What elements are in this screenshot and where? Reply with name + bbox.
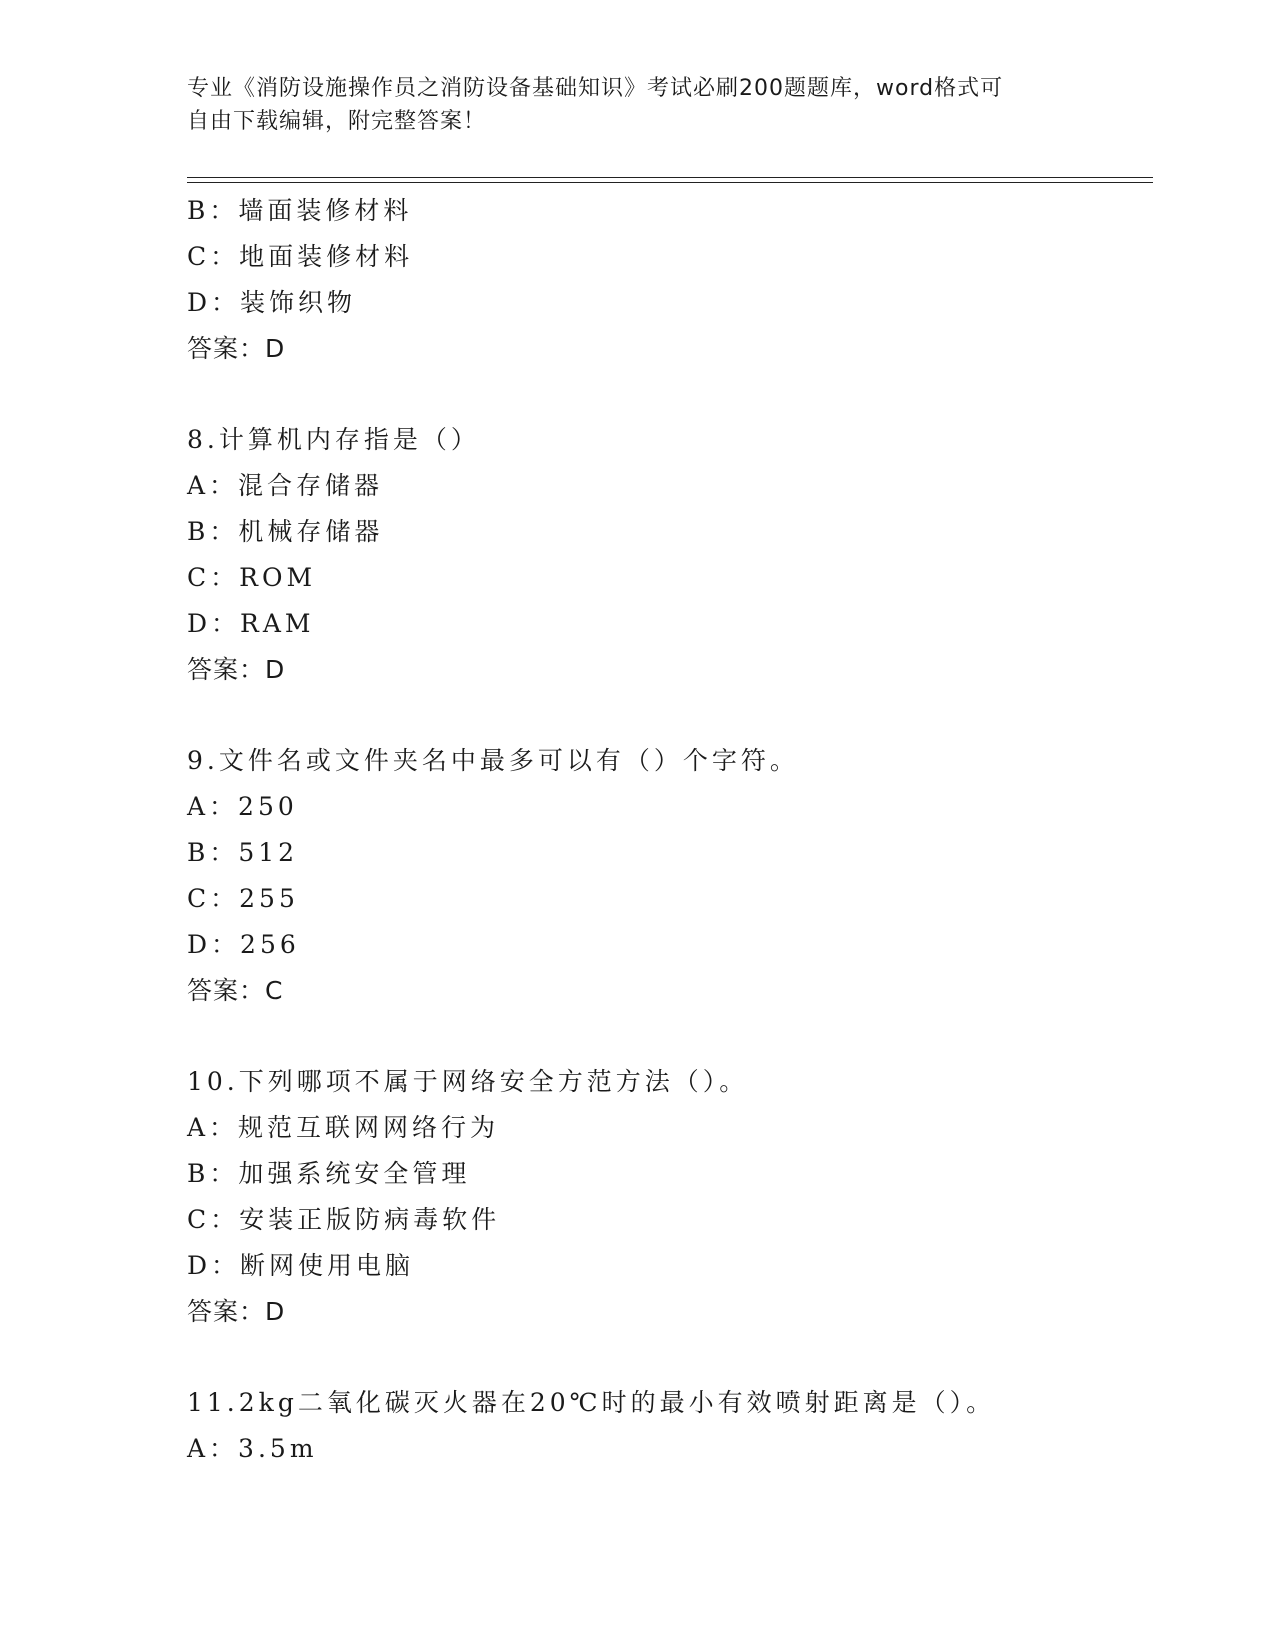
question-text: 8.计算机内存指是（） [187,425,480,454]
option-d: D：断网使用电脑 [187,1251,415,1280]
header-title-line-2: 自由下载编辑，附完整答案！ [187,109,487,134]
option-d: D：RAM [187,609,315,638]
question-text: 11.2kg二氧化碳灭火器在20℃时的最小有效喷射距离是（）。 [187,1388,996,1417]
question-text: 9.文件名或文件夹名中最多可以有（）个字符。 [187,746,799,775]
option-c: C：地面装修材料 [187,242,414,271]
option-a: A：规范互联网网络行为 [187,1113,500,1142]
option-b: B：512 [187,838,299,867]
question-block-7 [187,188,1147,372]
option-d: D：256 [187,930,300,959]
question-text: 10.下列哪项不属于网络安全方范方法（）。 [187,1067,749,1096]
answer-line: 答案：D [187,1297,286,1326]
answer-line: 答案：C [187,976,284,1005]
option-b: B：墙面装修材料 [187,196,413,225]
option-d: D：装饰织物 [187,288,357,317]
option-c: C：安装正版防病毒软件 [187,1205,501,1234]
question-block-9 [187,738,1147,1014]
document-header [187,72,1067,138]
option-c: C：255 [187,884,299,913]
header-title-line-1: 专业《消防设施操作员之消防设备基础知识》考试必刷200题题库，word格式可 [187,76,1004,101]
header-divider-top [187,177,1153,178]
option-a: A：混合存储器 [187,471,384,500]
question-block-10 [187,1059,1147,1335]
option-b: B：加强系统安全管理 [187,1159,471,1188]
option-a: A：250 [187,792,298,821]
answer-line: 答案：D [187,655,286,684]
question-block-8 [187,417,1147,693]
question-block-11 [187,1380,1147,1472]
option-b: B：机械存储器 [187,517,384,546]
question-list [187,188,1147,1472]
answer-line: 答案：D [187,334,286,363]
header-divider-bottom [187,182,1153,183]
option-c: C：ROM [187,563,317,592]
option-a: A：3.5m [187,1434,318,1463]
